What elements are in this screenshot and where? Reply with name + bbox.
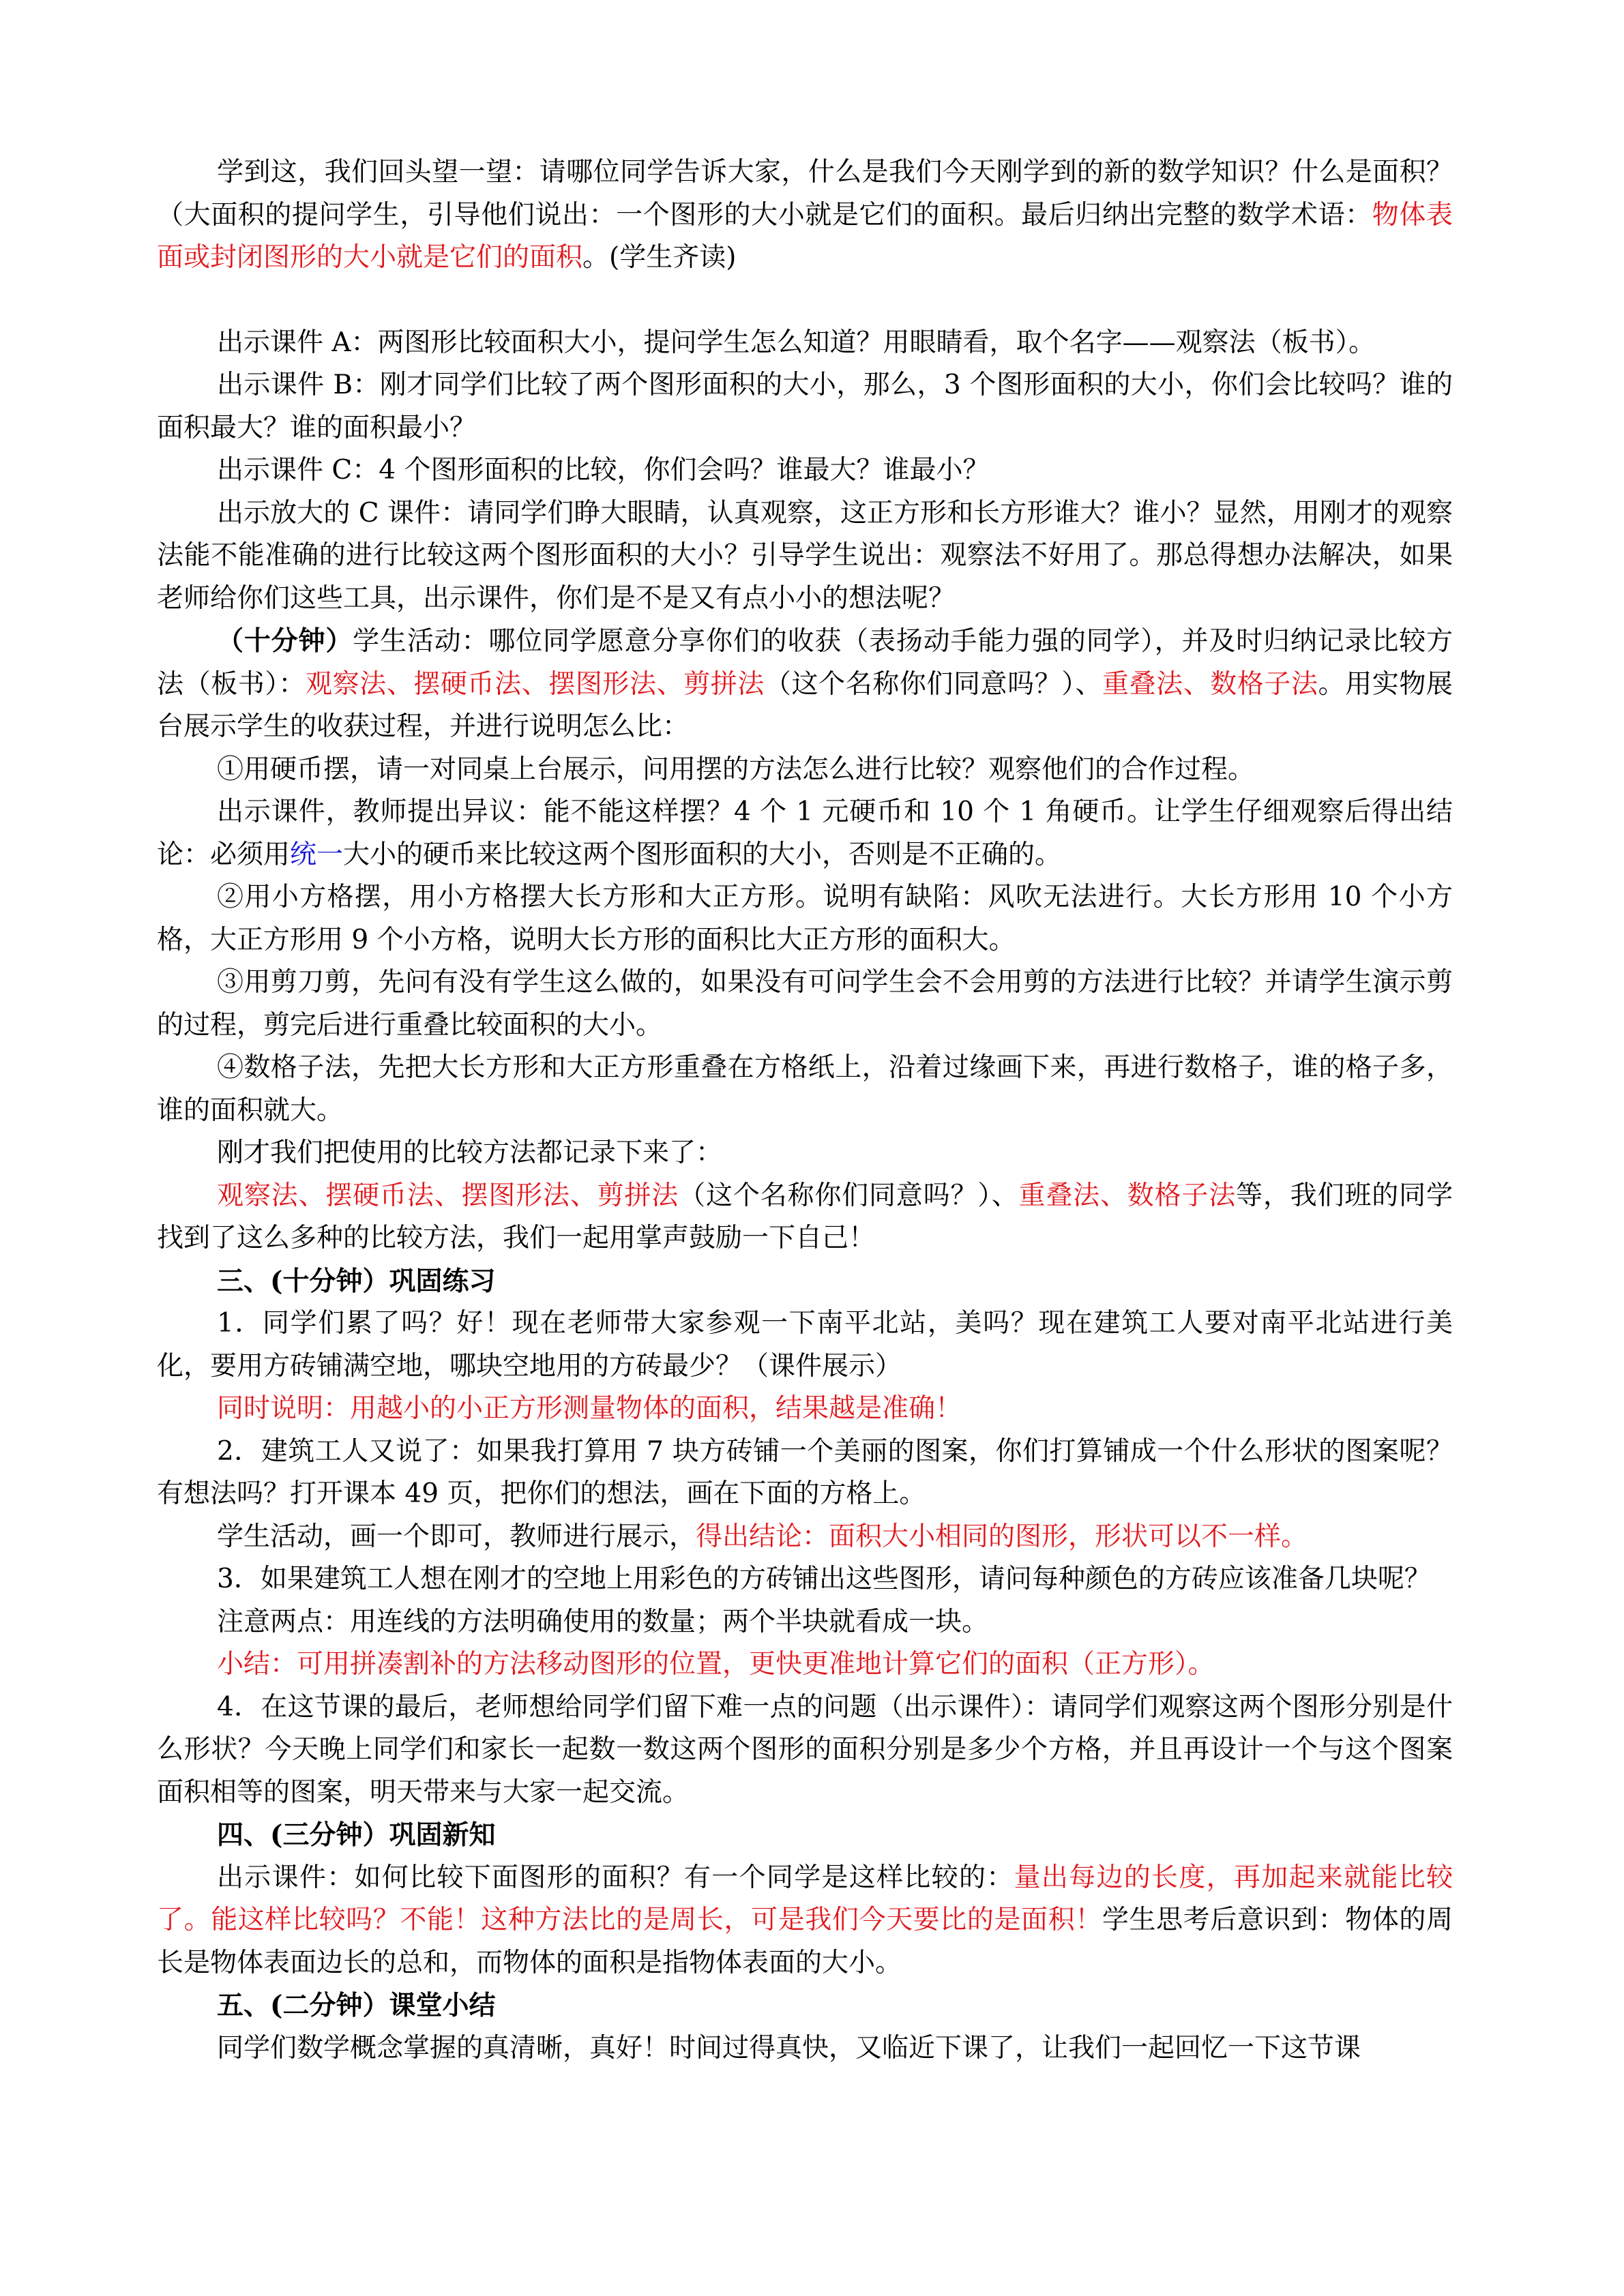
paragraph-courseware-c: 出示课件 C：4 个图形面积的比较，你们会吗？谁最大？谁最小？	[217, 455, 990, 486]
paragraph-student-activity: （十分钟）学生活动：哪位同学愿意分享你们的收获（表扬动手能力强的同学），并及时归纳记录比较方法（板书）：观察法、摆硬币法、摆图形法、剪拼法（这个名称你们同意吗？）、重叠法、数格子法。用实物展台展示学生的收获过程，并进行说明怎么比：	[157, 625, 1453, 742]
lesson-plan-text	[157, 151, 1453, 2070]
unified-highlight: 统一	[290, 839, 344, 870]
conclusion-highlight: 得出结论：面积大小相同的图形，形状可以不一样。	[696, 1521, 1308, 1552]
paragraph-enlarged-c: 出示放大的 C 课件：请同学们睁大眼睛，认真观察，这正方形和长方形谁大？谁小？显然，用刚才的观察法能不能准确的进行比较这两个图形面积的大小？引导学生说出：观察法不好用了。那总得想办法解决，如果老师给你们这些工具，出示课件，你们是不是又有点小小的想法呢？	[157, 497, 1453, 614]
paragraph-exercise-4: 4．在这节课的最后，老师想给同学们留下难一点的问题（出示课件）：请同学们观察这两个图形分别是什么形状？今天晚上同学们和家长一起数一数这两个图形的面积分别是多少个方格，并且再设计一个与这个图案面积相等的图案，明天带来与大家一起交流。	[157, 1691, 1453, 1808]
methods-highlight: 观察法、摆硬币法、摆图形法、剪拼法	[217, 1180, 679, 1211]
paragraph-two-notes: 注意两点：用连线的方法明确使用的数量；两个半块就看成一块。	[217, 1606, 989, 1637]
paragraph-summary: 学到这，我们回头望一望：请哪位同学告诉大家，什么是我们今天刚学到的新的数学知识？什么是面积？（大面积的提问学生，引导他们说出：一个图形的大小就是它们的面积。最后归纳出完整的数学术语：物体表面或封闭图形的大小就是它们的面积。(学生齐读)	[157, 157, 1453, 273]
paragraph-grid-method: ②用小方格摆，用小方格摆大长方形和大正方形。说明有缺陷：风吹无法进行。大长方形用 10 个小方格，大正方形用 9 个小方格，说明大长方形的面积比大正方形的面积大。	[157, 882, 1453, 955]
paragraph-exercise-1: 1．同学们累了吗？好！现在老师带大家参观一下南平北站，美吗？现在建筑工人要对南平北站进行美化，要用方砖铺满空地，哪块空地用的方砖最少？（课件展示）	[157, 1308, 1453, 1382]
methods-highlight: 重叠法、数格子法	[1102, 668, 1318, 700]
paragraph-courseware-b: 出示课件 B：刚才同学们比较了两个图形面积的大小，那么，3 个图形面积的大小，你们会比较吗？谁的面积最大？谁的面积最小？	[157, 370, 1453, 443]
paragraph-exercise-3: 3．如果建筑工人想在刚才的空地上用彩色的方砖铺出这些图形，请问每种颜色的方砖应该准备几块呢？	[217, 1564, 1431, 1594]
definition-highlight: 物体表面或封闭图形的大小就是它们的面积	[157, 199, 1453, 273]
section-heading-consolidate: 四、(三分钟）巩固新知	[217, 1819, 496, 1851]
methods-highlight: 重叠法、数格子法	[1018, 1180, 1237, 1211]
section-heading-practice: 三、(十分钟）巩固练习	[217, 1265, 496, 1297]
paragraph-courseware-a: 出示课件 A：两图形比较面积大小，提问学生怎么知道？用眼睛看，取个名字——观察法（板书）。	[217, 327, 1376, 358]
section-heading-class-summary: 五、(二分钟）课堂小结	[217, 1990, 496, 2021]
blank-line	[157, 280, 1453, 322]
paragraph-coin-method: ①用硬币摆，请一对同桌上台展示，问用摆的方法怎么进行比较？观察他们的合作过程。	[217, 754, 1255, 785]
paragraph-scissors-method: ③用剪刀剪，先问有没有学生这么做的，如果没有可问学生会不会用剪的方法进行比较？并请学生演示剪的过程，剪完后进行重叠比较面积的大小。	[157, 967, 1453, 1041]
paragraph-recorded-methods: 刚才我们把使用的比较方法都记录下来了：	[217, 1137, 723, 1168]
paragraph-perimeter-vs-area: 出示课件：如何比较下面图形的面积？有一个同学是这样比较的：量出每边的长度，再加起来就能比较了。能这样比较吗？不能！这种方法比的是周长，可是我们今天要比的是面积！学生思考后意识到：物体的周长是物体表面边长的总和，而物体的面积是指物体表面的大小。	[157, 1862, 1453, 1978]
paragraph-count-grid-method: ④数格子法，先把大长方形和大正方形重叠在方格纸上，沿着过缘画下来，再进行数格子，谁的格子多，谁的面积就大。	[157, 1052, 1453, 1126]
methods-highlight: 观察法、摆硬币法、摆图形法、剪拼法	[306, 668, 765, 700]
perimeter-highlight: 量出每边的长度，再加起来就能比较了。能这样比较吗？不能！这种方法比的是周长，可是我们今天要比的是面积！	[157, 1862, 1453, 1935]
paragraph-explanation-highlight: 同时说明：用越小的小正方形测量物体的面积，结果越是准确！	[217, 1393, 962, 1424]
paragraph-exercise-2: 2．建筑工人又说了：如果我打算用 7 块方砖铺一个美丽的图案，你们打算铺成一个什么形状的图案呢？有想法吗？打开课本 49 页，把你们的想法，画在下面的方格上。	[157, 1435, 1453, 1509]
paragraph-methods-summary: 观察法、摆硬币法、摆图形法、剪拼法（这个名称你们同意吗？）、重叠法、数格子法等，我们班的同学找到了这么多种的比较方法，我们一起用掌声鼓励一下自己！	[157, 1180, 1453, 1253]
paragraph-closing: 同学们数学概念掌握的真清晰，真好！时间过得真快，又临近下课了，让我们一起回忆一下这节课	[217, 2032, 1361, 2063]
paragraph-teacher-objection: 出示课件，教师提出异议：能不能这样摆？4 个 1 元硬币和 10 个 1 角硬币。让学生仔细观察后得出结论：必须用统一大小的硬币来比较这两个图形面积的大小，否则是不正确的。	[157, 796, 1453, 870]
paragraph-drawing-activity: 学生活动，画一个即可，教师进行展示，得出结论：面积大小相同的图形，形状可以不一样。	[217, 1521, 1308, 1552]
paragraph-summary-highlight: 小结：可用拼凑割补的方法移动图形的位置，更快更准地计算它们的面积（正方形）。	[217, 1649, 1215, 1680]
